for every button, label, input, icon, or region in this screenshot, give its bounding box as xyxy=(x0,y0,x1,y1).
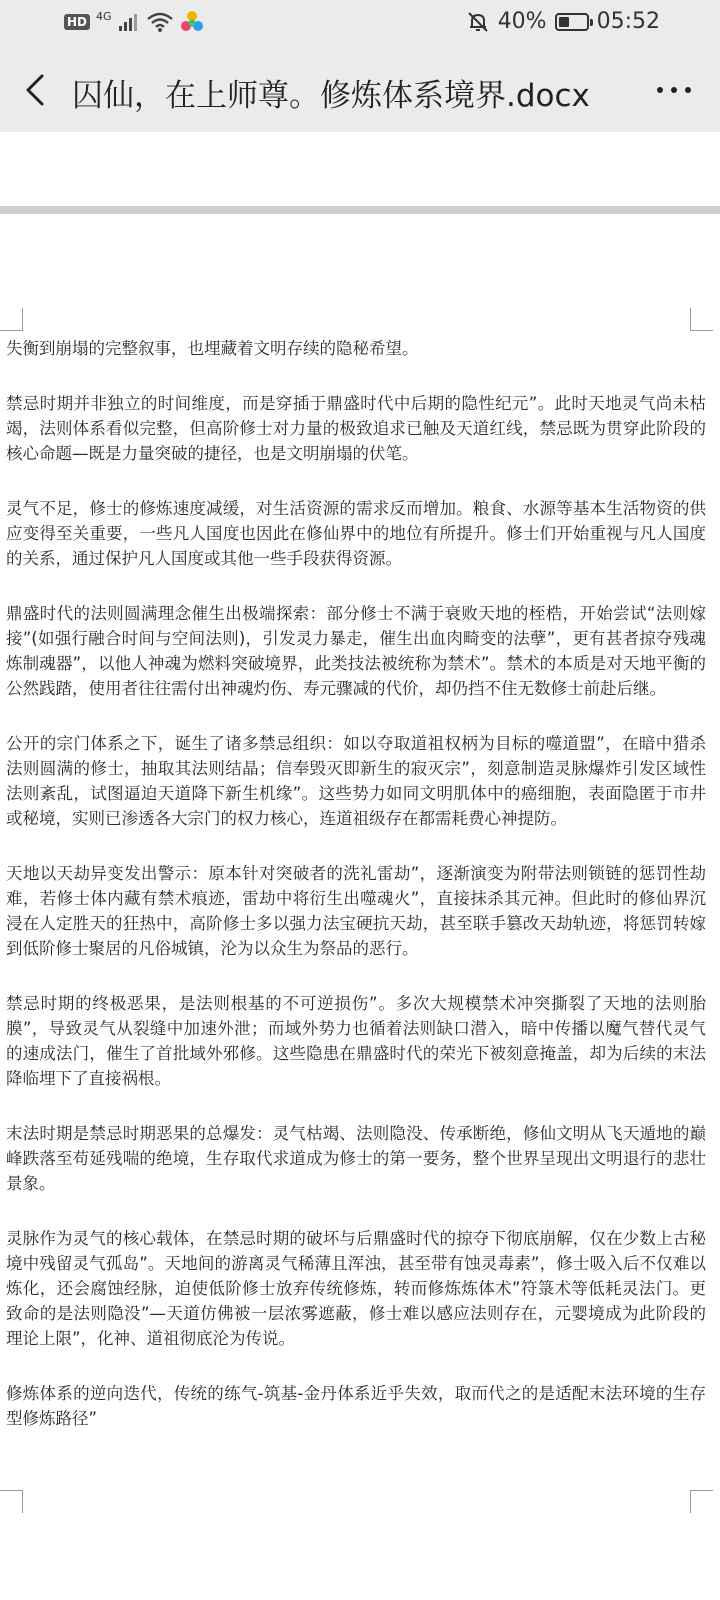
paragraph: 鼎盛时代的法则圆满理念催生出极端探索：部分修士不满于衰败天地的桎梏，开始尝试“法则嫁接”(如强行融合时间与空间法则)，引发灵力暴走，催生出血肉畸变的法孽”，更有甚者掠夺残魂炼制魂器”，以他人神魂为燃料突破境界，此类技法被统称为禁术”。禁术的本质是对天地平衡的公然践踏，使用者往往需付出神魂灼伤、寿元骤减的代价，却仍挡不住无数修士前赴后继。 xyxy=(6,604,706,698)
app-notification-icon xyxy=(180,10,204,34)
paragraph: 灵气不足，修士的修炼速度减缓，对生活资源的需求反而增加。粮食、水源等基本生活物资的供应变得至关重要，一些凡人国度也因此在修仙界中的地位有所提升。修士们开始重视与凡人国度的关系，通过保护凡人国度或其他一些手段获得资源。 xyxy=(6,499,706,568)
page-separator xyxy=(0,206,720,214)
document-body[interactable] xyxy=(6,336,706,1461)
status-left xyxy=(64,10,204,34)
wifi-icon xyxy=(146,11,174,33)
clock: 05:52 xyxy=(596,9,660,34)
paragraph: 天地以天劫异变发出警示：原本针对突破者的洗礼雷劫”，逐渐演变为附带法则锁链的惩罚性劫难，若修士体内藏有禁术痕迹，雷劫中将衍生出噬魂火”，直接抹杀其元神。但此时的修仙界沉浸在人定胜天的狂热中，高阶修士多以强力法宝硬抗天劫，甚至联手篡改天劫轨迹，将惩罚转嫁到低阶修士聚居的凡俗城镇，沦为以众生为祭品的恶行。 xyxy=(6,864,706,958)
signal-icon xyxy=(118,12,140,32)
network-type-label: 4G xyxy=(96,9,112,23)
more-options-button[interactable] xyxy=(650,74,698,106)
page-corner-mark xyxy=(690,308,713,331)
battery-saver-icon xyxy=(555,13,589,31)
mute-icon xyxy=(466,10,490,34)
more-horizontal-icon xyxy=(650,74,698,106)
title-bar xyxy=(0,48,720,132)
paragraph: 失衡到崩塌的完整叙事，也埋藏着文明存续的隐秘希望。 xyxy=(6,339,419,358)
document-title: 囚仙，在上师尊。修炼体系境界.docx xyxy=(72,78,590,114)
status-bar xyxy=(0,0,720,48)
page-corner-mark xyxy=(0,308,23,331)
hd-icon: HD xyxy=(64,14,90,30)
battery-level xyxy=(559,17,569,27)
status-right xyxy=(466,9,660,34)
page-corner-mark xyxy=(0,1490,23,1513)
chevron-left-icon xyxy=(14,68,58,112)
page-corner-mark xyxy=(690,1490,713,1513)
back-button[interactable] xyxy=(14,68,58,112)
paragraph: 禁忌时期并非独立的时间维度，而是穿插于鼎盛时代中后期的隐性纪元”。此时天地灵气尚未枯竭，法则体系看似完整，但高阶修士对力量的极致追求已触及天道红线，禁忌既为贯穿此阶段的核心命题—既是力量突破的捷径，也是文明崩塌的伏笔。 xyxy=(6,394,706,463)
battery-percent: 40% xyxy=(497,9,547,34)
paragraph: 禁忌时期的终极恶果，是法则根基的不可逆损伤”。多次大规模禁术冲突撕裂了天地的法则胎膜”，导致灵气从裂缝中加速外泄；而域外势力也循着法则缺口潜入，暗中传播以魔气替代灵气的速成法门，催生了首批域外邪修。这些隐患在鼎盛时代的荣光下被刻意掩盖，却为后续的末法降临埋下了直接祸根。 xyxy=(6,994,706,1088)
paragraph: 末法时期是禁忌时期恶果的总爆发：灵气枯竭、法则隐没、传承断绝，修仙文明从飞天遁地的巅峰跌落至苟延残喘的绝境，生存取代求道成为修士的第一要务，整个世界呈现出文明退行的悲壮景象。 xyxy=(6,1124,706,1193)
paragraph: 公开的宗门体系之下，诞生了诸多禁忌组织：如以夺取道祖权柄为目标的噬道盟”，在暗中猎杀法则圆满的修士，抽取其法则结晶；信奉毁灭即新生的寂灭宗”，刻意制造灵脉爆炸引发区域性法则紊乱，试图逼迫天道降下新生机缘”。这些势力如同文明肌体中的癌细胞，表面隐匿于市井或秘境，实则已渗透各大宗门的权力核心，连道祖级存在都需耗费心神提防。 xyxy=(6,734,706,828)
paragraph: 修炼体系的逆向迭代，传统的练气-筑基-金丹体系近乎失效，取而代之的是适配末法环境的生存型修炼路径” xyxy=(6,1384,706,1428)
paragraph: 灵脉作为灵气的核心载体，在禁忌时期的破坏与后鼎盛时代的掠夺下彻底崩解，仅在少数上古秘境中残留灵气孤岛”。天地间的游离灵气稀薄且浑浊，甚至带有蚀灵毒素”，修士吸入后不仅难以炼化，还会腐蚀经脉，迫使低阶修士放弃传统修炼，转而修炼炼体术”符箓术等低耗灵法门。更致命的是法则隐没”—天道仿佛被一层浓雾遮蔽，修士难以感应法则存在，元婴境成为此阶段的理论上限”，化神、道祖彻底沦为传说。 xyxy=(6,1229,706,1348)
